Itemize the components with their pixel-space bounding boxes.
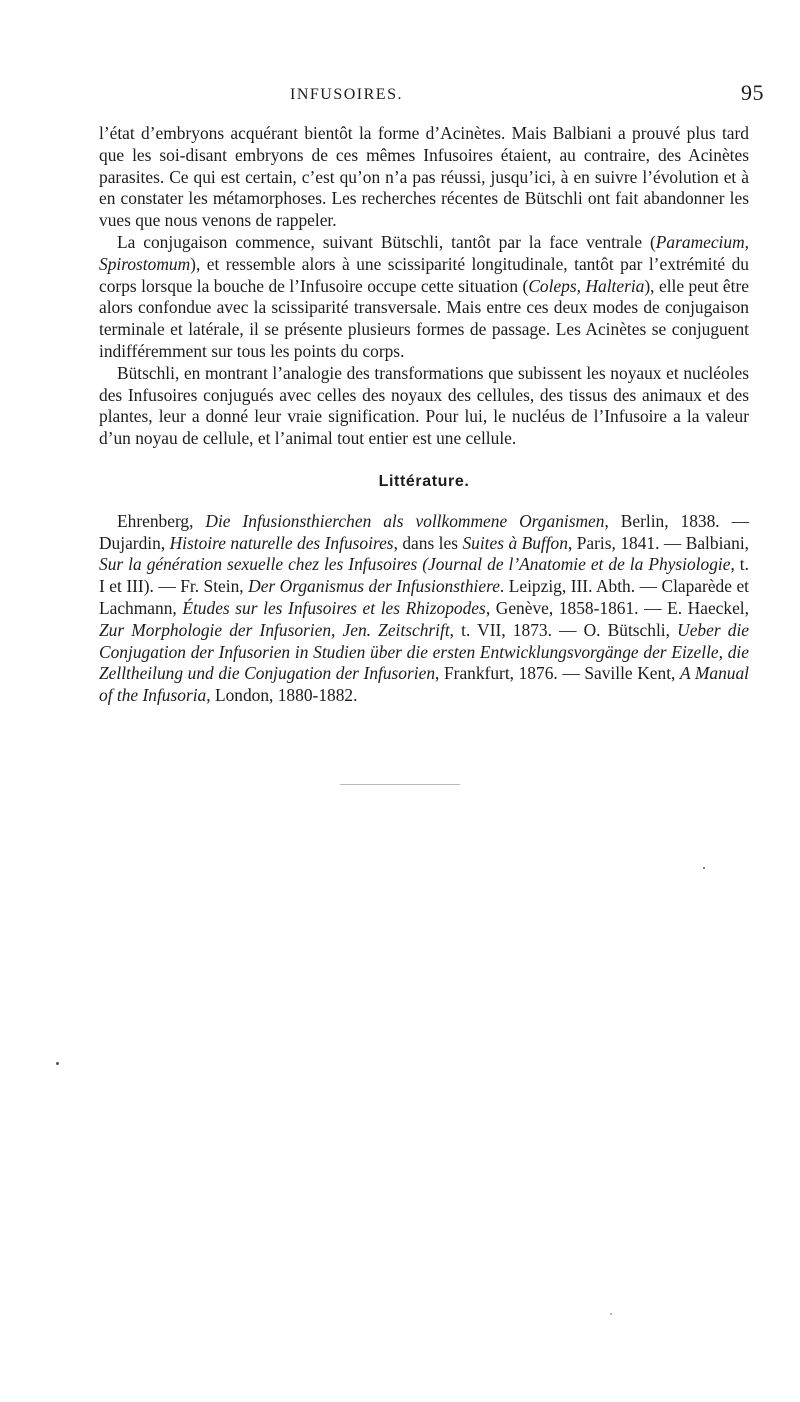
text-span: , Paris, 1841. — Balbiani,	[567, 532, 749, 553]
paper-speck	[56, 1062, 59, 1065]
bibliography-entries	[99, 511, 749, 707]
closing-rule	[340, 784, 460, 785]
book-title: Der Organismus der Infusionsthiere	[248, 576, 500, 597]
paper-speck	[703, 867, 705, 869]
text-span: , Genève, 1858-1861. — E. Haeckel,	[485, 597, 749, 618]
page-number: 95	[741, 80, 764, 105]
bibliography	[99, 511, 749, 707]
text-span: ), et ressemble alors à une scissiparité longitudinale, tantôt par l’extrémité du corps lorsque la bouche de l’Infusoire occupe cette situation (	[99, 253, 749, 296]
paragraph-continued: l’état d’embryons acquérant bientôt la forme d’Acinètes. Mais Balbiani a prouvé plus tard que les soi-disant embryons de ces mêmes Infusoires étaient, au contraire, des Acinètes parasites. Ce qui est certain, c’est qu’on n’a pas réussi, jusqu’ici, à en suivre l’évolution et à en constater les métamorphoses. Les recherches récentes de Bütschli ont fait abandonner les vues que nous venons de rappeler.	[99, 123, 749, 231]
book-title: Études sur les Infusoires et les Rhizopodes	[182, 597, 486, 618]
running-title: INFUSOIRES.	[290, 86, 403, 103]
book-title: Zur Morphologie der Infusorien, Jen. Zeitschrift	[99, 619, 450, 640]
book-title: A Manual of the Infusoria	[99, 663, 749, 706]
book-title: Histoire naturelle des Infusoires	[169, 532, 394, 553]
book-title: Ueber die Conjugation der Infusorien in Studien über die ersten Entwicklungsvorgänge der Eizelle, die Zelltheilung und die Conjugation der Infusorien	[99, 619, 749, 684]
paragraph-butschli: Bütschli, en montrant l’analogie des transformations que subissent les noyaux et nucléoles des Infusoires conjugués avec celles des noyaux des cellules, des tissus des animaux et des plantes, leur a donné leur vraie signification. Pour lui, le nucléus de l’Infusoire a la valeur d’un noyau de cellule, et l’animal tout entier est une cellule.	[99, 362, 749, 449]
running-head	[0, 80, 800, 110]
text-span: La conjugaison commence, suivant Bütschli, tantôt par la face ventrale (	[117, 231, 656, 252]
text-span: , dans les	[393, 532, 463, 553]
text-span: , t. I et III). — Fr. Stein,	[99, 554, 749, 597]
text-span: , t. VII, 1873. — O. Bütschli,	[449, 619, 678, 640]
text-span: Ehrenberg,	[117, 510, 206, 531]
paragraph-conjugation	[99, 232, 749, 363]
paper-speck	[610, 1313, 612, 1315]
text-span: . Leipzig, III. Abth. — Claparède et Lachmann,	[99, 576, 749, 618]
text-span: , London, 1880-1882.	[206, 685, 358, 706]
main-text	[99, 123, 749, 707]
italic-taxa: Paramecium, Spirostomum	[99, 231, 749, 274]
text-span: , Frankfurt, 1876. — Saville Kent,	[435, 663, 680, 684]
text-span: , Berlin, 1838. — Dujardin,	[99, 510, 749, 553]
text-span: ), elle peut être alors confondue avec la scissiparité transversale. Mais entre ces deux modes de conjugaison terminale et latérale, il se présente plusieurs formes de passage. Les Acinètes se conjuguent indifféremment sur tous les points du corps.	[99, 275, 749, 361]
section-heading: Littérature.	[378, 472, 470, 490]
book-title: Die Infusionsthierchen als vollkommene Organismen	[205, 510, 605, 531]
book-title: Sur la génération sexuelle chez les Infusoires (Journal de l’Anatomie et de la Physiologie	[99, 554, 731, 575]
italic-taxa: Coleps, Halteria	[528, 275, 645, 296]
book-title: Suites à Buffon	[462, 532, 568, 553]
